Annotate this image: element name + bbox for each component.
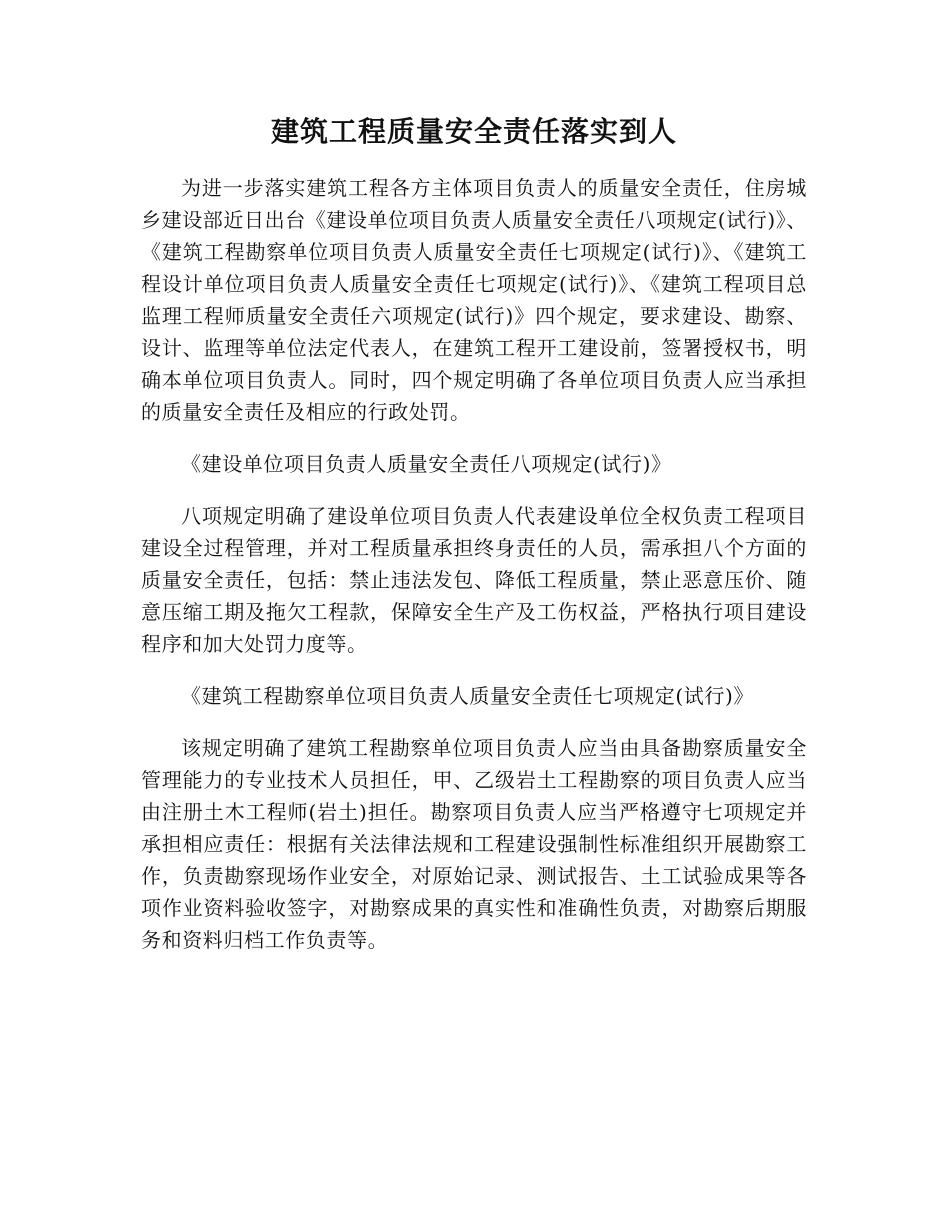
section-heading-construction-unit: 《建设单位项目负责人质量安全责任八项规定(试行)》	[181, 452, 672, 476]
document-title: 建筑工程质量安全责任落实到人	[270, 115, 677, 148]
document-content	[141, 112, 807, 976]
section-heading-survey-unit: 《建筑工程勘察单位项目负责人质量安全责任七项规定(试行)》	[181, 684, 755, 708]
construction-unit-paragraph: 八项规定明确了建设单位项目负责人代表建设单位全权负责工程项目建设全过程管理，并对工程质量承担终身责任的人员，需承担八个方面的质量安全责任，包括：禁止违法发包、降低工程质量，禁止恶意压价、随意压缩工期及拖欠工程款，保障安全生产及工伤权益，严格执行项目建设程序和加大处罚力度等。	[141, 504, 807, 656]
survey-unit-paragraph: 该规定明确了建筑工程勘察单位项目负责人应当由具备勘察质量安全管理能力的专业技术人员担任，甲、乙级岩土工程勘察的项目负责人应当由注册土木工程师(岩土)担任。勘察项目负责人应当严格遵守七项规定并承担相应责任：根据有关法律法规和工程建设强制性标准组织开展勘察工作，负责勘察现场作业安全，对原始记录、测试报告、土工试验成果等各项作业资料验收签字，对勘察成果的真实性和准确性负责，对勘察后期服务和资料归档工作负责等。	[141, 736, 807, 952]
intro-paragraph: 为进一步落实建筑工程各方主体项目负责人的质量安全责任，住房城乡建设部近日出台《建设单位项目负责人质量安全责任八项规定(试行)》、《建筑工程勘察单位项目负责人质量安全责任七项规定(试行)》、《建筑工程设计单位项目负责人质量安全责任七项规定(试行)》、《建筑工程项目总监理工程师质量安全责任六项规定(试行)》四个规定，要求建设、勘察、设计、监理等单位法定代表人，在建筑工程开工建设前，签署授权书，明确本单位项目负责人。同时，四个规定明确了各单位项目负责人应当承担的质量安全责任及相应的行政处罚。	[141, 176, 808, 424]
